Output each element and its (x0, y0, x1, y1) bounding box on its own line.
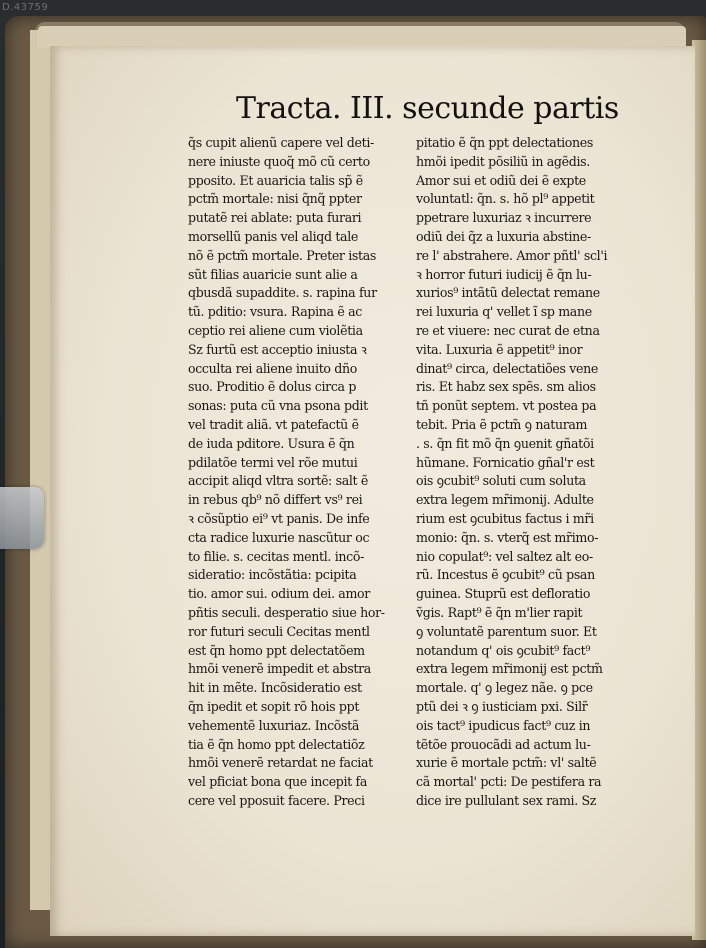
text-line: occulta rei aliene inuito dño (188, 360, 358, 376)
running-heading: Tracta. III. secunde partis (236, 91, 619, 126)
text-line: rũ. Incestus ẽ ꝯcubit⁹ cũ psan (416, 567, 595, 583)
text-line: ꝛ horror futuri iudicij ẽ q̃n lu- (416, 266, 592, 282)
text-line: ceptio rei aliene cum violẽtia (188, 322, 363, 338)
text-line: vel tradit aliã. vt patefactũ ẽ (188, 416, 359, 432)
page-clip (0, 487, 44, 549)
text-line: tñ ponũt septem. vt postea pa (416, 398, 597, 414)
text-line: tia ẽ q̃n homo ppt delectatiõz (188, 736, 365, 752)
text-line: q̃n ipedit et sopit rõ hois ppt (188, 698, 360, 714)
text-line: pitatio ẽ q̃n ppt delectationes (416, 135, 593, 150)
text-line: nio copulat⁹: vel saltez alt eo- (416, 548, 593, 564)
text-line: hmõi venerẽ impedit et abstra (188, 661, 371, 677)
text-line: sũt filias auaricie sunt alie a (188, 266, 358, 282)
text-line: tũ. pditio: vsura. Rapina ẽ ac (188, 304, 362, 320)
text-line: ror futuri seculi Cecitas mentl (188, 623, 370, 639)
text-line: ppetrare luxuriaz ꝛ incurrere (416, 210, 592, 226)
text-line: notandum q' ois ꝯcubit⁹ fact⁹ (416, 642, 591, 658)
text-line: ṽgis. Rapt⁹ ẽ q̃n m'lier rapit (416, 604, 583, 620)
text-line: extra legem mr̃imonij. Adulte (416, 492, 594, 508)
text-line: hit in mẽte. Incõsideratio est (188, 680, 362, 696)
text-column-right (416, 134, 636, 811)
text-line: cere vel pposuit facere. Preci (188, 792, 365, 808)
text-line: monio: q̃n. s. vterq̃ est mr̃imo- (416, 529, 599, 545)
text-line: suo. Proditio ẽ dolus circa p (188, 379, 357, 395)
text-line: odiũ dei q̃z a luxuria abstine- (416, 228, 591, 244)
text-line: extra legem mr̃imonij est pctm̃ (416, 661, 603, 677)
text-line: vel pficiat bona que incepit fa (188, 774, 368, 790)
text-line: . s. q̃n fit mõ q̃n ꝯuenit gñatõi (416, 435, 594, 451)
text-line: accipit aliqd vltra sortẽ: salt ẽ (188, 473, 369, 489)
text-line: Sz furtũ est acceptio iniusta ꝛ (188, 341, 367, 357)
text-line: xurie ẽ mortale pctm̃: vl' saltẽ (416, 755, 597, 771)
text-line: in rebus qb⁹ nõ differt vs⁹ rei (188, 492, 363, 508)
text-line: xurios⁹ intãtũ delectat remane (416, 285, 600, 301)
text-line: to filie. s. cecitas mentl. incõ- (188, 548, 365, 564)
text-line: pñtis seculi. desperatio siue hor- (188, 604, 385, 620)
text-line: pctm̃ mortale: nisi q̃nq̃ ppter (188, 191, 362, 207)
text-line: q̃s cupit alienũ capere vel deti- (188, 135, 374, 150)
text-line: hmõi ipedit põsiliũ in agẽdis. (416, 153, 590, 169)
text-line: putatẽ rei ablate: puta furari (188, 210, 362, 226)
text-line: tẽtõe prouocãdi ad actum lu- (416, 736, 591, 752)
text-line: dice ire pullulant sex rami. Sz (416, 792, 597, 808)
text-line: re l' abstrahere. Amor pñtl' scl'i (416, 247, 608, 263)
text-line: voluntatl: q̃n. s. hõ pl⁹ appetit (416, 191, 595, 207)
text-line: dinat⁹ circa, delectatiões vene (416, 360, 598, 376)
text-line: sonas: puta cũ vna psona pdit (188, 398, 368, 414)
text-column-left (188, 134, 402, 811)
text-line: rei luxuria q' vellet ĩ sp mane (416, 304, 592, 320)
text-line: qbusdã supaddite. s. rapina fur (188, 285, 377, 301)
text-line: vita. Luxuria ẽ appetit⁹ inor (416, 341, 583, 357)
text-line: est q̃n homo ppt delectatõem (188, 642, 365, 658)
text-line: hũmane. Fornicatio gñal'r est (416, 454, 595, 470)
text-line: nere iniuste quoq̃ mõ cũ certo (188, 153, 370, 169)
text-line: guinea. Stuprũ est defloratio (416, 586, 591, 602)
text-line: re et viuere: nec curat de etna (416, 322, 600, 338)
text-line: hmõi venerẽ retardat ne faciat (188, 755, 373, 771)
text-line: rium est ꝯcubitus factus i mr̃i (416, 510, 594, 526)
page-edges-left (30, 30, 50, 910)
text-line: sideratio: incõstãtia: pcipita (188, 567, 357, 583)
text-line: vehementẽ luxuriaz. Incõstã (188, 717, 360, 733)
text-line: cã mortal' pcti: De pestifera ra (416, 774, 602, 790)
text-line: ptũ dei ꝛ ꝯ iusticiam pxi. Silr̃ (416, 698, 588, 714)
text-line: tio. amor sui. odium dei. amor (188, 586, 370, 602)
text-line: mortale. q' ꝯ legez nãe. ꝯ pce (416, 680, 593, 696)
text-line: de iuda pditore. Usura ẽ q̃n (188, 435, 355, 451)
text-line: nõ ẽ pctm̃ mortale. Preter istas (188, 247, 377, 263)
shelfmark: D.43759 (2, 2, 49, 13)
text-line: morsellũ panis vel aliqd tale (188, 228, 358, 244)
text-line: ris. Et habz sex spẽs. sm alios (416, 379, 596, 395)
text-line: cta radice luxurie nascũtur oc (188, 529, 370, 545)
text-line: pdilatõe termi vel rõe mutui (188, 454, 358, 470)
text-line: pposito. Et auaricia talis sp̃ ẽ (188, 172, 363, 188)
text-line: ois tact⁹ ipudicus fact⁹ cuz in (416, 717, 591, 733)
text-line: ꝛ cõsũptio ei⁹ vt panis. De infe (188, 510, 370, 526)
text-line: tebit. Pria ẽ pctm̃ ꝯ naturam (416, 416, 588, 432)
text-line: Amor sui et odiũ dei ẽ expte (416, 172, 586, 188)
text-line: ois ꝯcubit⁹ soluti cum soluta (416, 473, 586, 489)
text-line: ꝯ voluntatẽ parentum suor. Et (416, 623, 597, 639)
page-edges-top (38, 26, 686, 48)
